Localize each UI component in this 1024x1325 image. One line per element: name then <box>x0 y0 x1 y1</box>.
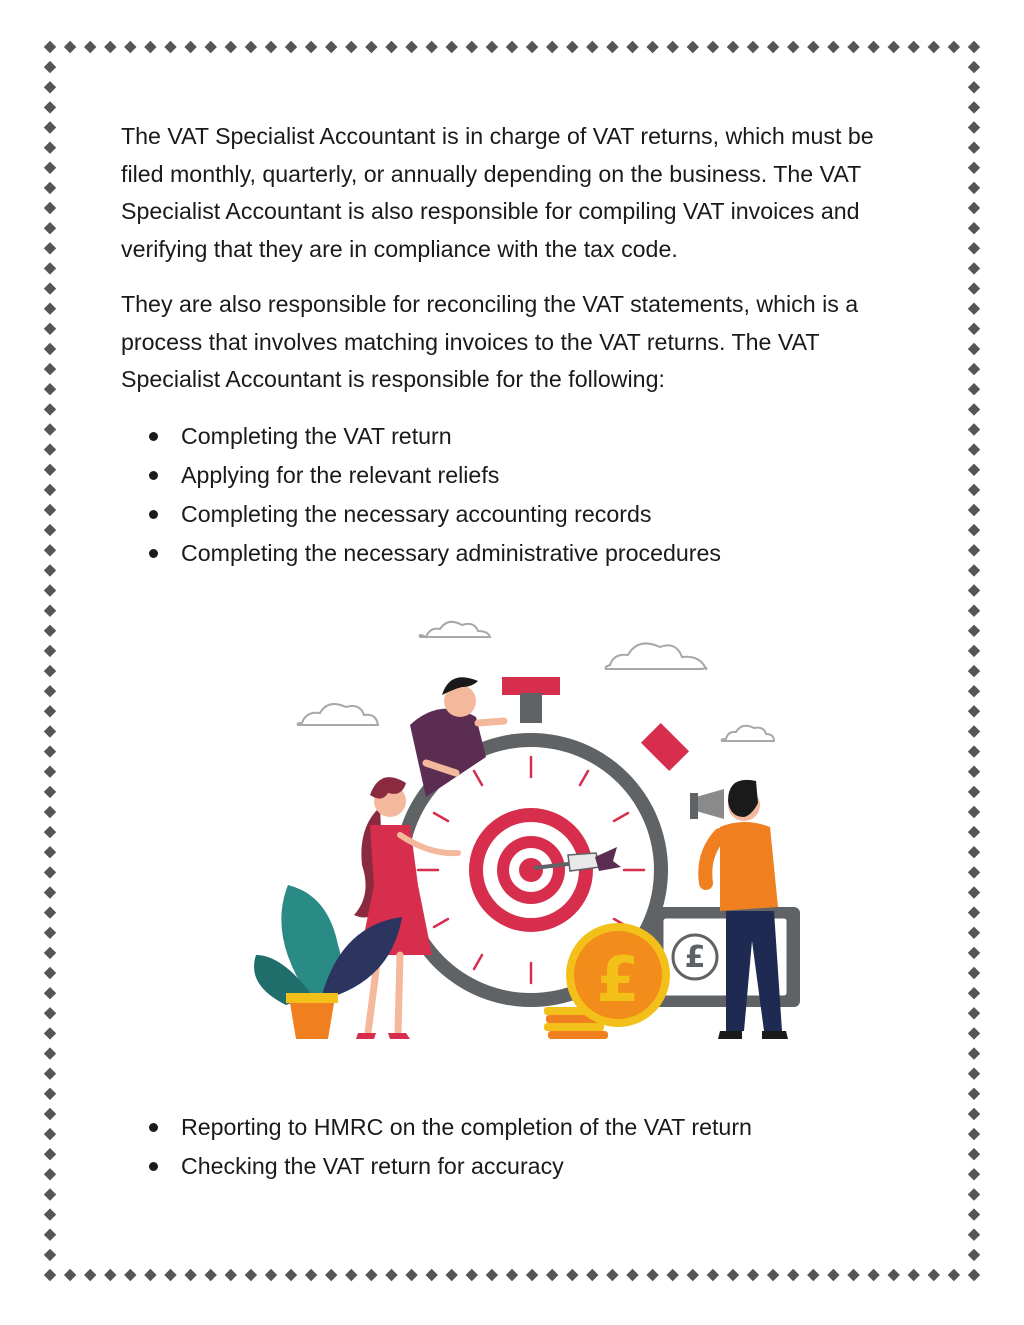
list-item-text: Completing the necessary administrative procedures <box>181 539 722 566</box>
banknote-symbol: £ <box>684 940 706 975</box>
list-item-text: Reporting to HMRC on the completion of the VAT return <box>181 1114 752 1140</box>
stopwatch-target-illustration <box>250 615 810 1045</box>
bullet-icon <box>149 471 158 480</box>
bullet-icon <box>149 510 158 519</box>
bullet-icon <box>149 1123 158 1132</box>
bullet-icon <box>149 1162 158 1171</box>
coin-symbol: £ <box>596 943 640 1016</box>
list-item-text: Completing the necessary accounting records <box>181 500 652 527</box>
pound-coin-icon <box>566 923 670 1027</box>
bullet-icon <box>149 549 158 558</box>
cloud-icon <box>298 704 379 725</box>
list-item <box>121 417 911 456</box>
responsibilities-list <box>121 417 911 573</box>
list-item <box>121 1147 911 1186</box>
list-item <box>121 456 911 495</box>
list-item-text: Completing the VAT return <box>181 422 452 449</box>
intro-paragraph: The VAT Specialist Accountant is in charge of VAT returns, which must be filed monthly, quarterly, or annually depending on the business. The VAT Specialist Accountant is also responsible for compiling VAT invoices and verifying that they are in compliance with the tax code. <box>121 123 874 263</box>
responsibilities-list-continued <box>121 1108 911 1186</box>
document-body <box>121 118 911 573</box>
cloud-icon <box>420 622 490 637</box>
list-item-text: Checking the VAT return for accuracy <box>181 1153 564 1179</box>
reconciliation-paragraph: They are also responsible for reconciling the VAT statements, which is a process that involves matching invoices to the VAT returns. The VAT Specialist Accountant is responsible for the following: <box>121 290 859 393</box>
list-item <box>121 495 911 534</box>
cloud-icon <box>606 643 707 669</box>
bullet-icon <box>149 432 158 441</box>
list-item-text: Applying for the relevant reliefs <box>181 461 500 488</box>
list-item <box>121 1108 911 1147</box>
list-item <box>121 534 911 573</box>
responsibilities-list <box>121 1108 911 1186</box>
cloud-icon <box>722 726 775 741</box>
